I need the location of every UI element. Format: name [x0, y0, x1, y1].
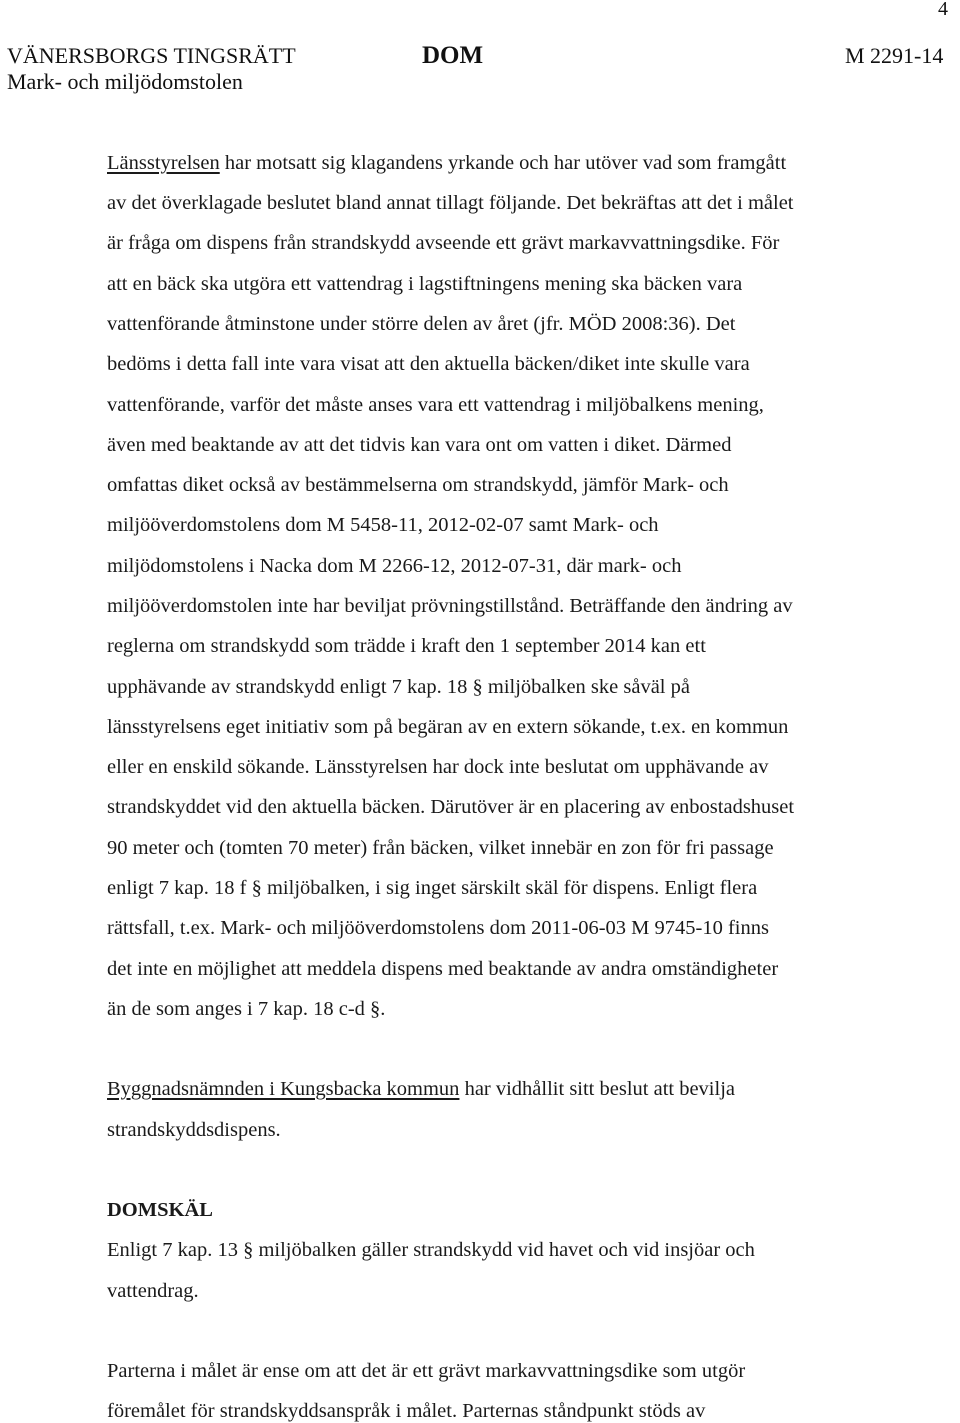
text-line: vattendrag.	[107, 1280, 199, 1302]
text-line: är fråga om dispens från strandskydd avseende ett grävt markavvattningsdike. För	[107, 232, 780, 254]
party-name: Byggnadsnämnden i Kungsbacka kommun	[107, 1078, 460, 1100]
document-type: DOM	[422, 42, 484, 69]
text-line: miljööverdomstolen inte har beviljat prövningstillstånd. Beträffande den ändring av	[107, 595, 793, 617]
text-span: har motsatt sig klagandens yrkande och har utöver vad som framgått	[219, 152, 787, 174]
page-number: 4	[938, 0, 948, 20]
text-line: än de som anges i 7 kap. 18 c-d §.	[107, 998, 386, 1020]
text-line: rättsfall, t.ex. Mark- och miljööverdomstolens dom 2011-06-03 M 9745-10 finns	[107, 917, 769, 939]
text-line: Parterna i målet är ense om att det är ett grävt markavvattningsdike som utgör	[107, 1360, 746, 1382]
text-line: av det överklagade beslutet bland annat tillagt följande. Det bekräftas att det i målet	[107, 192, 794, 214]
text-line: strandskyddet vid den aktuella bäcken. Därutöver är en placering av enbostadshuset	[107, 796, 795, 818]
text-line: även med beaktande av att det tidvis kan vara ont om vatten i diket. Därmed	[107, 434, 732, 456]
text-line	[107, 1077, 735, 1101]
text-line: strandskyddsdispens.	[107, 1119, 281, 1141]
text-line: föremålet för strandskyddsanspråk i målet. Parternas ståndpunkt stöds av	[107, 1400, 706, 1422]
text-line: det inte en möjlighet att meddela dispens med beaktande av andra omständigheter	[107, 958, 779, 980]
text-line: vattenförande, varför det måste anses vara ett vattendrag i miljöbalkens mening,	[107, 394, 764, 416]
text-line: upphävande av strandskydd enligt 7 kap. 18 § miljöbalken ske såväl på	[107, 676, 690, 698]
court-name: VÄNERSBORGS TINGSRÄTT	[7, 43, 296, 68]
court-department: Mark- och miljödomstolen	[7, 69, 243, 94]
text-line	[107, 151, 786, 175]
text-line: eller en enskild sökande. Länsstyrelsen har dock inte beslutat om upphävande av	[107, 756, 769, 778]
case-number: M 2291-14	[845, 43, 944, 68]
text-line: miljööverdomstolens dom M 5458-11, 2012-02-07 samt Mark- och	[107, 514, 659, 536]
text-line: enligt 7 kap. 18 f § miljöbalken, i sig inget särskilt skäl för dispens. Enligt flera	[107, 877, 758, 899]
text-line: omfattas diket också av bestämmelserna om strandskydd, jämför Mark- och	[107, 474, 729, 496]
text-line: vattenförande åtminstone under större delen av året (jfr. MÖD 2008:36). Det	[107, 313, 736, 335]
text-line: länsstyrelsens eget initiativ som på begäran av en extern sökande, t.ex. en kommun	[107, 716, 789, 738]
section-heading: DOMSKÄL	[107, 1199, 213, 1221]
text-line: miljödomstolens i Nacka dom M 2266-12, 2012-07-31, där mark- och	[107, 555, 682, 577]
text-line: att en bäck ska utgöra ett vattendrag i lagstiftningens mening ska bäcken vara	[107, 273, 743, 295]
text-line: bedöms i detta fall inte vara visat att den aktuella bäcken/diket inte skulle vara	[107, 353, 750, 375]
text-line: 90 meter och (tomten 70 meter) från bäcken, vilket innebär en zon för fri passage	[107, 837, 774, 859]
party-name: Länsstyrelsen	[107, 152, 220, 174]
text-line: reglerna om strandskydd som trädde i kraft den 1 september 2014 kan ett	[107, 635, 706, 657]
text-line: Enligt 7 kap. 13 § miljöbalken gäller strandskydd vid havet och vid insjöar och	[107, 1239, 755, 1261]
text-span: har vidhållit sitt beslut att bevilja	[459, 1078, 735, 1100]
